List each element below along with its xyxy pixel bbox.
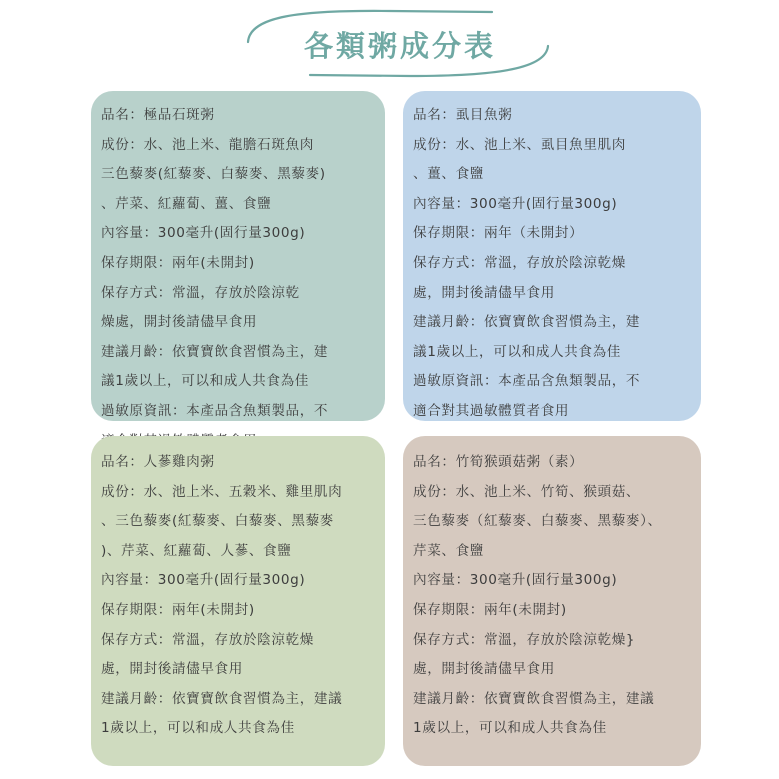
card-line: 內容量：300毫升(固行量300g) [413,195,618,212]
card-line: 三色藜麥(紅藜麥、白藜麥、黑藜麥) [101,166,326,183]
card-line: 保存期限：兩年(未開封) [413,601,567,618]
card-line: )、芹菜、紅蘿蔔、人蔘、食鹽 [101,542,292,559]
page-title: 各類粥成分表 [303,29,496,63]
card-line: 處，開封後請儘早食用 [413,284,555,301]
card-line: 保存期限：兩年(未開封) [101,601,255,618]
card-line: 建議月齡：依寶寶飲食習慣為主，建 [413,314,641,331]
card-line: 成份：水、池上米、竹筍、猴頭菇、 [413,483,641,500]
card-line: 保存方式：常溫，存放於陰涼乾 [101,284,300,301]
card-line: 處，開封後請儘早食用 [101,661,243,678]
card-line: 保存期限：兩年(未開封) [101,254,255,271]
card-line: 保存方式：常溫，存放於陰涼乾燥 [101,631,314,648]
card-line: 三色藜麥（紅藜麥、白藜麥、黑藜麥）、 [413,513,662,530]
card-line: 燥處，開封後請儘早食用 [101,314,258,331]
card-ginseng-chicken-porridge [91,436,385,766]
card-bamboo-mushroom-porridge [403,436,701,766]
card-line: 成份：水、池上米、虱目魚里肌肉 [413,136,626,153]
title-banner [240,6,560,82]
card-line: 保存方式：常溫，存放於陰涼乾燥 [413,254,626,271]
card-line: 建議月齡：依寶寶飲食習慣為主，建 [101,343,329,360]
card-line: 芹菜、食鹽 [413,542,484,559]
card-line: 內容量：300毫升(固行量300g) [101,572,306,589]
card-grouper-porridge [91,91,385,421]
card-line: 品名：極品石斑粥 [101,107,215,123]
card-line: 內容量：300毫升(固行量300g) [101,225,306,242]
card-line: 過敏原資訊：本產品含魚類製品，不 [413,373,641,390]
card-line: 適合對其過敏體質者食用 [413,402,570,419]
card-line: 1歲以上，可以和成人共食為佳 [101,720,295,737]
card-milkfish-porridge [403,91,701,421]
card-line: 過敏原資訊：本產品含魚類製品，不 [101,402,329,419]
card-line: 議1歲以上，可以和成人共食為佳 [413,343,621,360]
card-line: 1歲以上，可以和成人共食為佳 [413,720,607,737]
card-line: 、芹菜、紅蘿蔔、薑、食鹽 [101,195,272,212]
card-line: 、三色藜麥(紅藜麥、白藜麥、黑藜麥 [101,513,335,530]
card-line: 品名：虱目魚粥 [413,107,513,123]
card-line: 內容量：300毫升(固行量300g) [413,572,618,589]
card-line: 品名：竹筍猴頭菇粥（素） [413,454,584,470]
card-line: 建議月齡：依寶寶飲食習慣為主，建議 [413,690,655,707]
card-line: 保存期限：兩年（未開封） [413,225,584,242]
card-line: 、薑、食鹽 [413,166,484,183]
card-line: 成份：水、池上米、五穀米、雞里肌肉 [101,483,343,500]
card-line: 處，開封後請儘早食用 [413,661,555,678]
card-line: 議1歲以上，可以和成人共食為佳 [101,373,309,390]
card-line: 品名：人蔘雞肉粥 [101,454,215,470]
card-line: 建議月齡：依寶寶飲食習慣為主，建議 [101,690,343,707]
card-line: 成份：水、池上米、龍膽石斑魚肉 [101,136,314,153]
card-line: 保存方式：常溫，存放於陰涼乾燥} [413,631,636,648]
